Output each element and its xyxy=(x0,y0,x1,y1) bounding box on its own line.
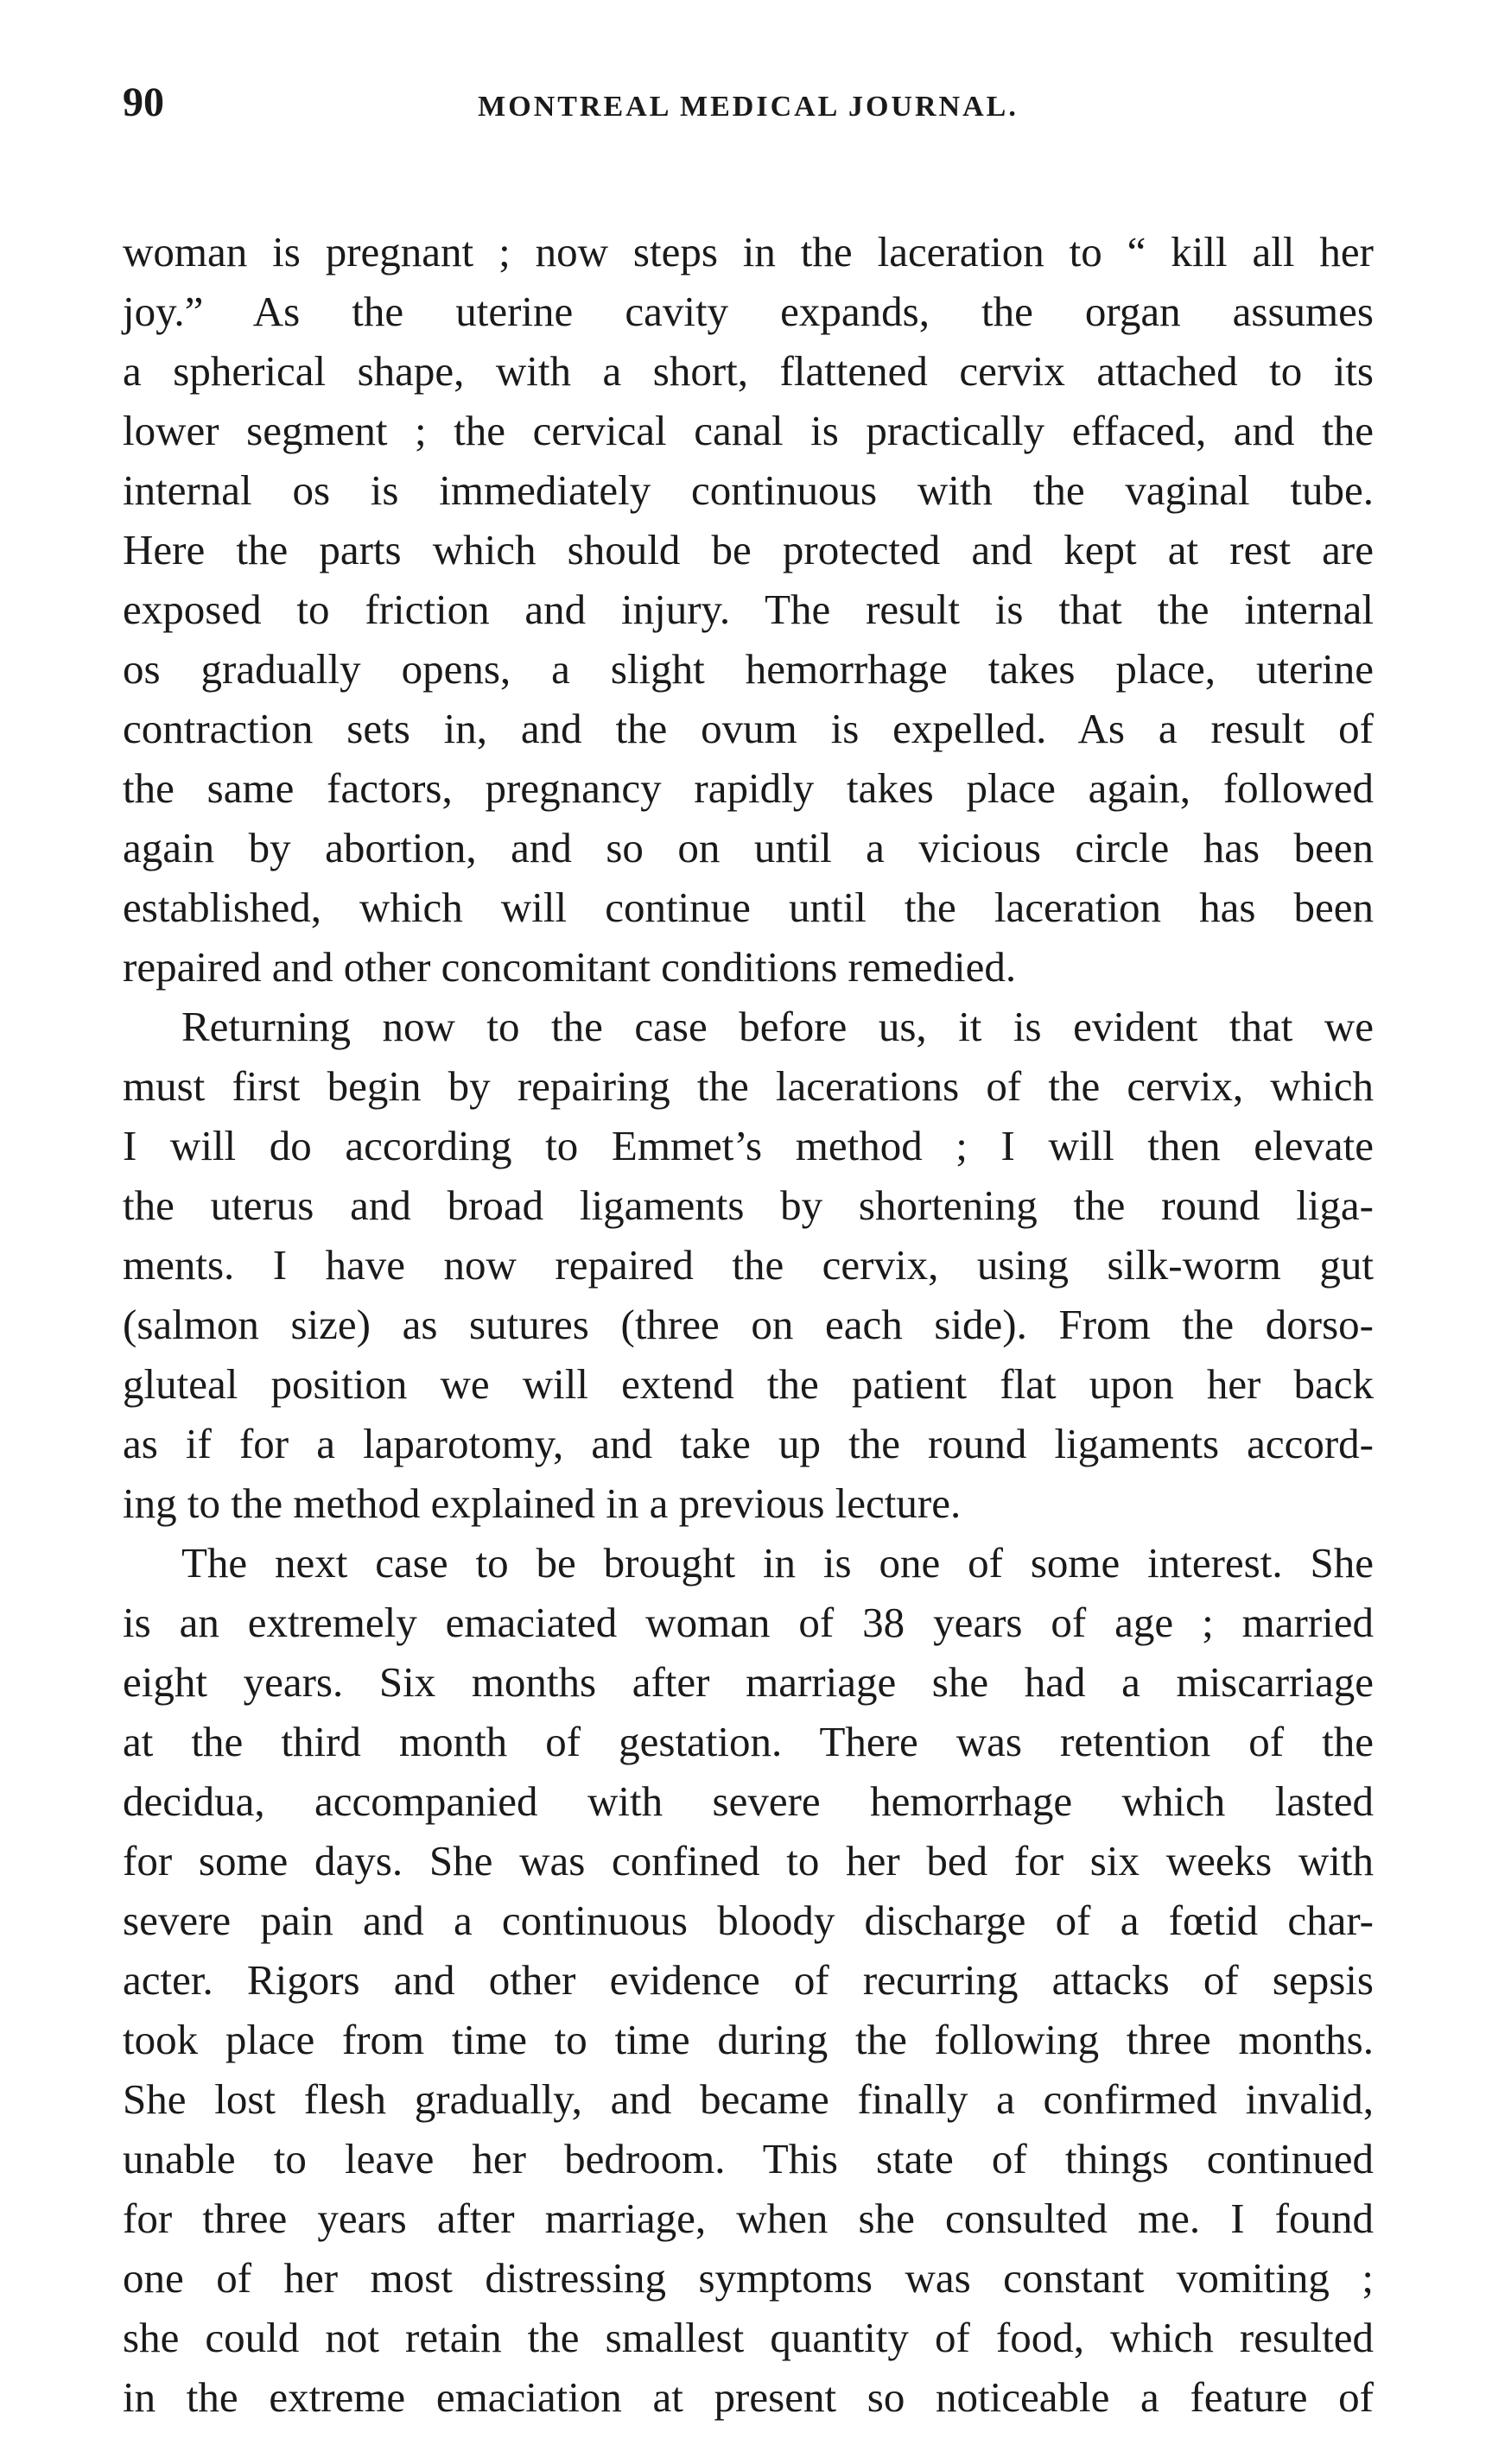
text-line: took place from time to time during the following three months. xyxy=(123,2016,1374,2063)
body-text xyxy=(123,222,1374,2427)
text-line: she could not retain the smallest quantity of food, which resulted xyxy=(123,2314,1374,2361)
text-line: (salmon size) as sutures (three on each side). From the dorso- xyxy=(123,1301,1374,1348)
text-line: acter. Rigors and other evidence of recurring attacks of sepsis xyxy=(123,1956,1374,2004)
text-line: severe pain and a continuous bloody discharge of a fœtid char- xyxy=(123,1897,1374,1944)
journal-title: MONTREAL MEDICAL JOURNAL. xyxy=(478,91,1019,123)
text-line: the uterus and broad ligaments by shortening the round liga- xyxy=(123,1181,1374,1229)
text-line: in the extreme emaciation at present so noticeable a feature of xyxy=(123,2373,1374,2421)
paragraph-1 xyxy=(123,222,1374,997)
text-line: eight years. Six months after marriage she had a miscarriage xyxy=(123,1658,1374,1706)
paragraph-3 xyxy=(123,1533,1374,2427)
text-line: The next case to be brought in is one of some interest. She xyxy=(181,1539,1374,1587)
text-line: is an extremely emaciated woman of 38 years of age ; married xyxy=(123,1599,1374,1646)
text-line: unable to leave her bedroom. This state of things continued xyxy=(123,2135,1374,2182)
text-line: again by abortion, and so on until a vicious circle has been xyxy=(123,824,1374,871)
text-line: must first begin by repairing the lacerations of the cervix, which xyxy=(123,1062,1374,1110)
text-line: as if for a laparotomy, and take up the round ligaments accord- xyxy=(123,1420,1374,1467)
text-line: woman is pregnant ; now steps in the laceration to “ kill all her xyxy=(123,228,1374,276)
text-line: joy.” As the uterine cavity expands, the organ assumes xyxy=(123,288,1374,335)
text-line: contraction sets in, and the ovum is expelled. As a result of xyxy=(123,705,1374,752)
document-page xyxy=(123,79,1374,2427)
text-line: for three years after marriage, when she consulted me. I found xyxy=(123,2195,1374,2242)
text-line: exposed to friction and injury. The result is that the internal xyxy=(123,586,1374,633)
text-line: ments. I have now repaired the cervix, using silk-worm gut xyxy=(123,1241,1374,1289)
text-line: Returning now to the case before us, it is evident that we xyxy=(181,1003,1374,1050)
text-line: She lost flesh gradually, and became finally a confirmed invalid, xyxy=(123,2075,1374,2123)
text-line: established, which will continue until the laceration has been xyxy=(123,884,1374,931)
text-line: lower segment ; the cervical canal is practically effaced, and the xyxy=(123,407,1374,454)
text-line: os gradually opens, a slight hemorrhage takes place, uterine xyxy=(123,645,1374,693)
text-line: at the third month of gestation. There was retention of the xyxy=(123,1718,1374,1765)
text-line: repaired and other concomitant conditions remedied. xyxy=(123,943,1017,991)
text-line: internal os is immediately continuous with the vaginal tube. xyxy=(123,466,1374,514)
text-line: a spherical shape, with a short, flattened cervix attached to its xyxy=(123,347,1374,395)
text-line: ing to the method explained in a previous lecture. xyxy=(123,1479,962,1527)
running-head xyxy=(123,79,1374,143)
paragraph-2 xyxy=(123,997,1374,1533)
text-line: the same factors, pregnancy rapidly takes place again, followed xyxy=(123,764,1374,812)
text-line: one of her most distressing symptoms was constant vomiting ; xyxy=(123,2254,1374,2302)
page-number: 90 xyxy=(123,79,164,125)
text-line: gluteal position we will extend the patient flat upon her back xyxy=(123,1360,1374,1408)
text-line: Here the parts which should be protected and kept at rest are xyxy=(123,526,1374,573)
text-line: I will do according to Emmet’s method ; I will then elevate xyxy=(123,1122,1374,1169)
text-line: decidua, accompanied with severe hemorrhage which lasted xyxy=(123,1777,1374,1825)
text-line: for some days. She was confined to her bed for six weeks with xyxy=(123,1837,1374,1884)
